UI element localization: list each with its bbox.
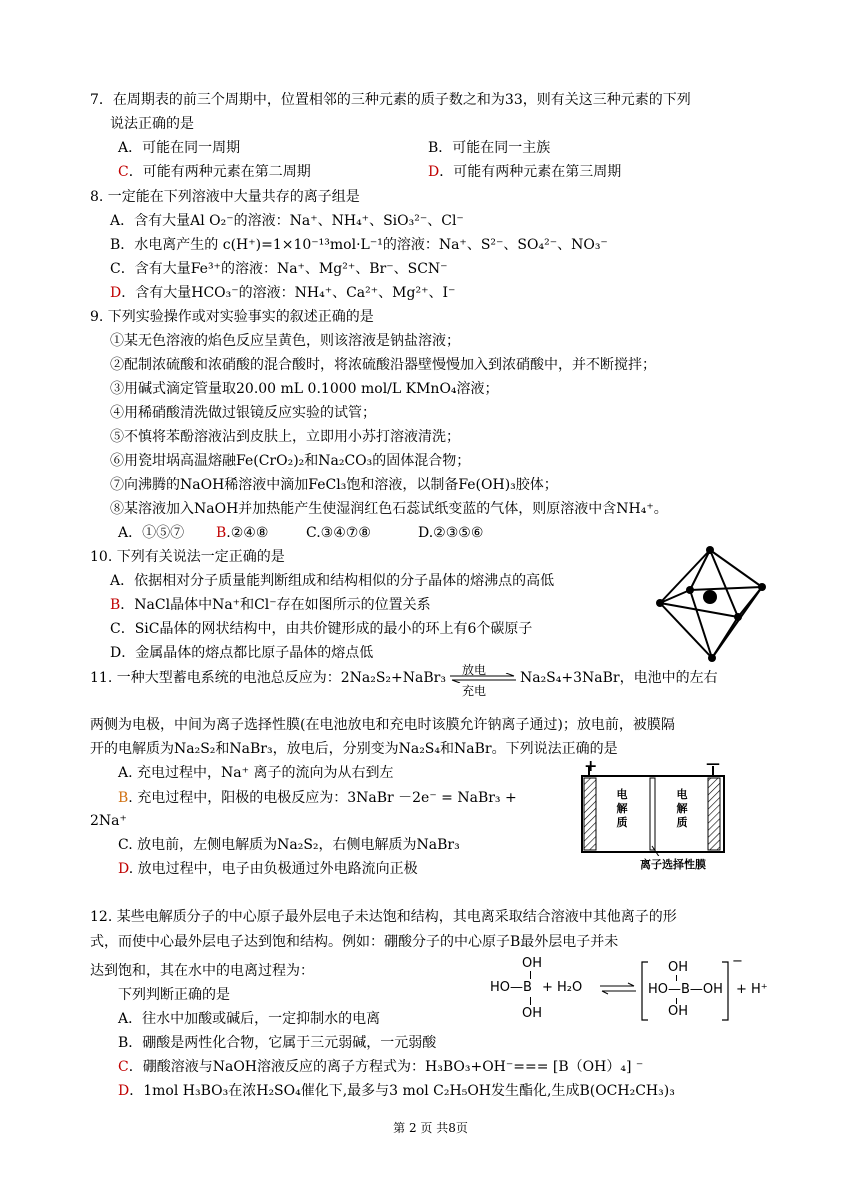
q7-option-c	[118, 162, 311, 182]
charge-minus-label: −	[732, 954, 743, 969]
q9-option-b-text: .②④⑧	[226, 525, 269, 541]
arrow-bottom-label: 充电	[461, 684, 486, 698]
battery-cell-icon	[580, 760, 730, 856]
q11-option-c: C. 放电前，左侧电解质为Na₂S₂，右侧电解质为NaBr₃	[118, 837, 460, 853]
q11-stem-line1	[90, 663, 718, 698]
q12-option-c	[118, 1057, 643, 1077]
reversible-arrow	[448, 663, 518, 698]
q12-stem-line2: 式，而使中心最外层电子达到饱和结构。例如：硼酸分子的中心原子B最外层电子并未	[90, 934, 619, 950]
q8-option-b: B．水电离产生的 c(H⁺)=1×10⁻¹³mol·L⁻¹的溶液：Na⁺、S²⁻、SO₄²⁻、NO₃⁻	[110, 237, 608, 253]
q9-item: ⑧某溶液加入NaOH并加热能产生使湿润红色石蕊试纸变蓝的气体，则原溶液中含NH₄⁺。	[110, 501, 668, 517]
q11-option-d-letter: D	[118, 861, 129, 877]
arrow-top-label: 放电	[461, 663, 486, 677]
equilibrium-arrow-icon	[598, 982, 638, 996]
q12-stem-line1: 12. 某些电解质分子的中心原子最外层电子未达饱和结构，其电离采取结合溶液中其他离子的形	[90, 909, 677, 925]
q11-reactant: 2Na₂S₂+NaBr₃	[340, 670, 446, 686]
q11-option-b-letter: B	[118, 790, 129, 806]
q12-option-d-letter: D	[118, 1083, 130, 1099]
q9-item: ⑥用瓷坩埚高温熔融Fe(CrO₂)₂和Na₂CO₃的固体混合物；	[110, 453, 471, 469]
bond-line	[530, 997, 531, 1005]
q9-item: ⑤不慎将苯酚溶液沾到皮肤上，立即用小苏打溶液清洗；	[110, 429, 460, 445]
bond-line	[676, 975, 677, 981]
q12-option-c-letter: C	[118, 1059, 129, 1075]
right-electrolyte-char: 解	[676, 802, 688, 815]
q7-stem-line1: 7．在周期表的前三个周期中，位置相邻的三种元素的质子数之和为33，则有关这三种元素的下列	[90, 92, 691, 108]
q10-option-b-text: ．NaCl晶体中Na⁺和Cl⁻存在如图所示的位置关系	[120, 597, 431, 613]
q9-item: ⑦向沸腾的NaOH稀溶液中滴加FeCl₃饱和溶液，以制备Fe(OH)₃胶体；	[110, 477, 558, 493]
hob-label: HO—B	[490, 980, 532, 995]
right-electrolyte-label	[674, 788, 690, 830]
left-electrolyte-label	[614, 788, 630, 830]
q8-option-d-letter: D	[110, 285, 122, 301]
q7-option-a: A．可能在同一周期	[118, 140, 241, 156]
negative-terminal-label: —	[706, 756, 720, 772]
plus-h-label: + H⁺	[736, 982, 768, 997]
q11-option-b-cont: 2Na⁺	[90, 813, 127, 829]
q7-option-d-letter: D	[428, 164, 440, 180]
q7-option-b: B．可能在同一主族	[428, 140, 551, 156]
top-oh-label: OH	[522, 956, 543, 971]
left-electrolyte-char: 解	[616, 802, 628, 815]
inner-bottom-oh-label: OH	[668, 1004, 689, 1019]
q12-stem-line3: 达到饱和，其在水中的电离过程为：	[90, 963, 314, 979]
q11-product: Na₂S₄+3NaBr，电池中的左右	[519, 670, 718, 686]
q12-stem-line4: 下列判断正确的是	[118, 987, 230, 1003]
q9-stem: 9. 下列实验操作或对实验事实的叙述正确的是	[90, 309, 374, 325]
page-footer: 第 2 页 共8页	[393, 1121, 468, 1135]
q9-option-b-letter: B	[216, 525, 227, 541]
q9-item: ②配制浓硫酸和浓硝酸的混合酸时，将浓硫酸沿器壁慢慢加入到浓硝酸中，并不断搅拌；	[110, 357, 656, 373]
q7-option-d	[428, 162, 621, 182]
q8-stem: 8. 一定能在下列溶液中大量共存的离子组是	[90, 189, 360, 205]
membrane-label: 离子选择性膜	[640, 858, 706, 871]
q8-option-d-text: ．含有大量HCO₃⁻的溶液：NH₄⁺、Ca²⁺、Mg²⁺、I⁻	[121, 285, 456, 301]
q11-stem-line3: 开的电解质为Na₂S₂和NaBr₃，放电后，分别变为Na₂S₄和NaBr。下列说法正确的是	[90, 741, 618, 757]
q11-stem-prefix: 11. 一种大型蓄电系统的电池总反应为：	[90, 670, 341, 686]
q10-option-d: D．金属晶体的熔点都比原子晶体的熔点低	[110, 645, 374, 661]
q8-option-c: C．含有大量Fe³⁺的溶液：Na⁺、Mg²⁺、Br⁻、SCN⁻	[110, 261, 448, 277]
q9-option-b	[216, 523, 268, 543]
q12-option-d	[118, 1081, 675, 1101]
q11-option-d	[118, 859, 418, 879]
octahedron-figure	[650, 545, 775, 665]
q9-item: ①某无色溶液的焰色反应呈黄色，则该溶液是钠盐溶液；	[110, 333, 460, 349]
boric-acid-equation	[488, 956, 780, 1028]
q12-option-c-text: ．硼酸溶液与NaOH溶液反应的离子方程式为：H₃BO₃+OH⁻=== [B（OH）₄] ⁻	[128, 1059, 644, 1075]
q7-option-c-text: ．可能有两种元素在第二周期	[128, 164, 311, 180]
battery-figure	[580, 756, 730, 871]
right-electrolyte-char: 质	[676, 816, 688, 829]
q9-option-a: A．①⑤⑦	[118, 525, 185, 541]
q8-option-a: A．含有大量Al O₂⁻的溶液：Na⁺、NH₄⁺、SiO₃²⁻、Cl⁻	[110, 213, 464, 229]
q10-option-b	[110, 595, 431, 615]
plus-water-label: + H₂O	[542, 980, 583, 995]
q11-stem-line2: 两侧为电极，中间为离子选择性膜(在电池放电和充电时该膜允许钠离子通过)；放电前，被膜隔	[90, 717, 675, 733]
q11-option-a: A. 充电过程中，Na⁺ 离子的流向为从右到左	[118, 765, 394, 781]
q12-option-b: B．硼酸是两性化合物，它属于三元弱碱，一元弱酸	[118, 1035, 437, 1051]
bottom-oh-label: OH	[522, 1006, 543, 1021]
q7-option-c-letter: C	[118, 164, 129, 180]
q10-option-a: A．依据相对分子质量能判断组成和结构相似的分子晶体的熔沸点的高低	[110, 573, 555, 589]
left-electrolyte-char: 电	[616, 788, 628, 801]
q11-option-b	[118, 788, 517, 808]
positive-terminal-label: +	[584, 756, 598, 775]
q9-item: ④用稀硝酸清洗做过银镜反应实验的试管；	[110, 405, 376, 421]
bond-line	[530, 971, 531, 979]
q10-option-c: C．SiC晶体的网状结构中，由共价键形成的最小的环上有6个碳原子	[110, 621, 533, 637]
q7-stem-line2: 说法正确的是	[110, 116, 194, 132]
q8-option-d	[110, 283, 455, 303]
q10-stem: 10. 下列有关说法一定正确的是	[90, 549, 285, 565]
q11-option-b-text: . 充电过程中，阳极的电极反应为：3NaBr －2e⁻ = NaBr₃ +	[128, 790, 517, 806]
q11-option-d-text: . 放电过程中，电子由负极通过外电路流向正极	[128, 861, 418, 877]
q12-option-d-text: ．1mol H₃BO₃在浓H₂SO₄催化下,最多与3 mol C₂H₅OH发生酯化,生成B(OCH₂CH₃)₃	[129, 1083, 675, 1099]
inner-top-oh-label: OH	[668, 960, 689, 975]
q9-option-d: D.②③⑤⑥	[418, 525, 484, 541]
q10-option-b-letter: B	[110, 597, 121, 613]
q7-option-d-text: ．可能有两种元素在第三周期	[439, 164, 622, 180]
inner-hob-oh-label: HO—B—OH	[648, 982, 723, 997]
left-electrolyte-char: 质	[616, 816, 628, 829]
q9-option-c: C.③④⑦⑧	[306, 525, 371, 541]
q9-item: ③用碱式滴定管量取20.00 mL 0.1000 mol/L KMnO₄溶液；	[110, 381, 499, 397]
q12-option-a: A．往水中加酸或碱后，一定抑制水的电离	[118, 1011, 381, 1027]
right-electrolyte-char: 电	[676, 788, 688, 801]
